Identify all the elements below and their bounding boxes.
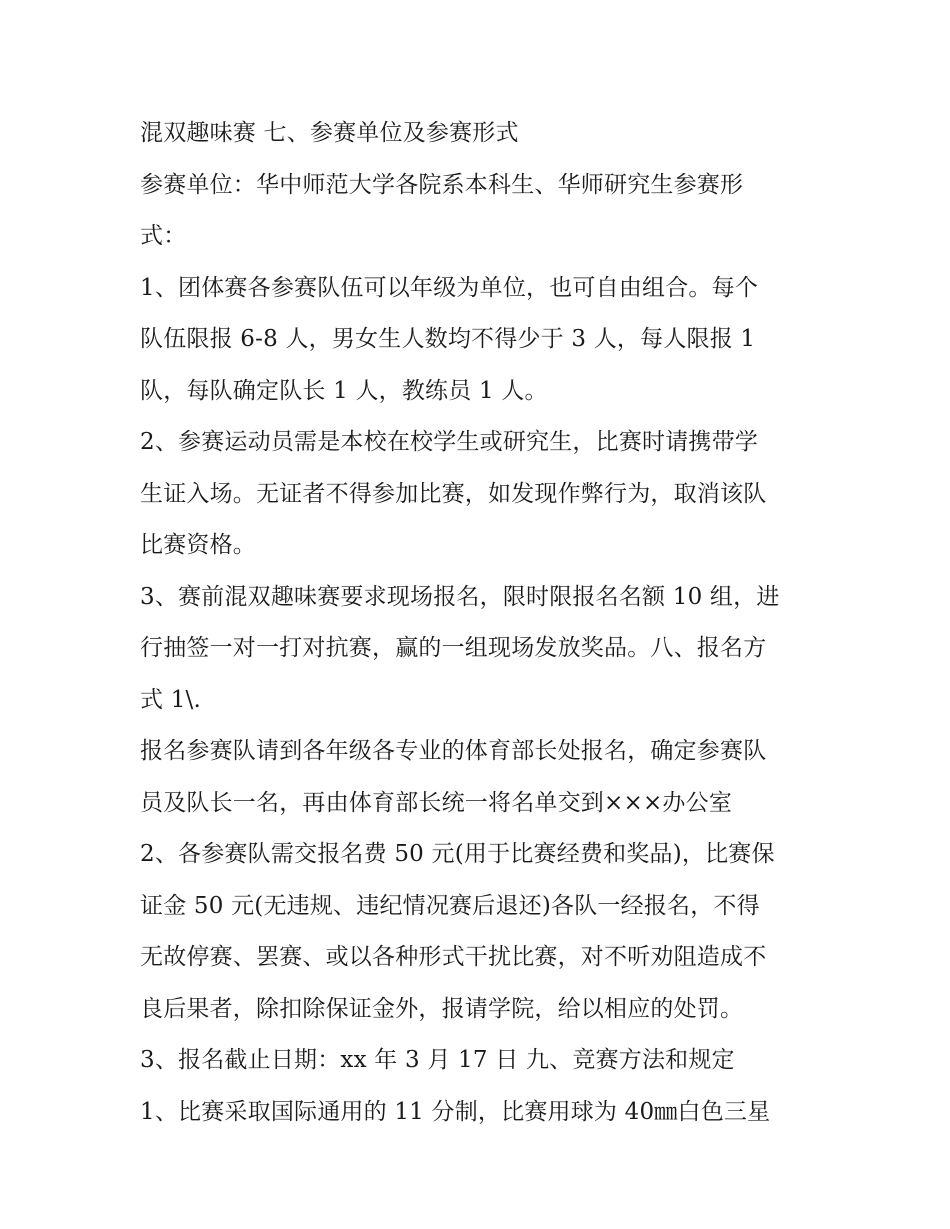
document-body (140, 108, 820, 1138)
text-line: 队伍限报 6-8 人，男女生人数均不得少于 3 人，每人限报 1 (140, 326, 756, 352)
text-line: 2、各参赛队需交报名费 50 元(用于比赛经费和奖品)，比赛保 (140, 841, 775, 867)
text-line: 混双趣味赛 七、参赛单位及参赛形式 (140, 120, 519, 146)
text-line: 行抽签一对一打对抗赛，赢的一组现场发放奖品。八、报名方 (140, 635, 767, 661)
text-line: 比赛资格。 (140, 532, 256, 558)
text-line: 式： (140, 223, 187, 249)
text-line: 报名参赛队请到各年级各专业的体育部长处报名，确定参赛队 (140, 738, 767, 764)
text-line: 生证入场。无证者不得参加比赛，如发现作弊行为，取消该队 (140, 480, 767, 507)
text-line: 3、报名截止日期：xx 年 3 月 17 日 九、竞赛方法和规定 (140, 1047, 735, 1073)
text-line: 证金 50 元(无违规、违纪情况赛后退还)各队一经报名，不得 (140, 892, 760, 919)
text-line: 式 1\. (140, 686, 202, 713)
text-line: 1、比赛采取国际通用的 11 分制，比赛用球为 40㎜白色三星 (140, 1098, 771, 1125)
text-line: 队，每队确定队长 1 人，教练员 1 人。 (140, 377, 548, 404)
text-line: 2、参赛运动员需是本校在校学生或研究生，比赛时请携带学 (140, 429, 759, 455)
text-line: 1、团体赛各参赛队伍可以年级为单位，也可自由组合。每个 (140, 274, 759, 301)
text-line: 参赛单位：华中师范大学各院系本科生、华师研究生参赛形 (140, 171, 744, 198)
text-line: 员及队长一名，再由体育部长统一将名单交到×××办公室 (140, 789, 733, 816)
text-line: 无故停赛、罢赛、或以各种形式干扰比赛，对不听劝阻造成不 (140, 944, 767, 970)
text-line: 3、赛前混双趣味赛要求现场报名，限时限报名名额 10 组，进 (140, 583, 780, 610)
text-line: 良后果者，除扣除保证金外，报请学院，给以相应的处罚。 (140, 995, 744, 1022)
